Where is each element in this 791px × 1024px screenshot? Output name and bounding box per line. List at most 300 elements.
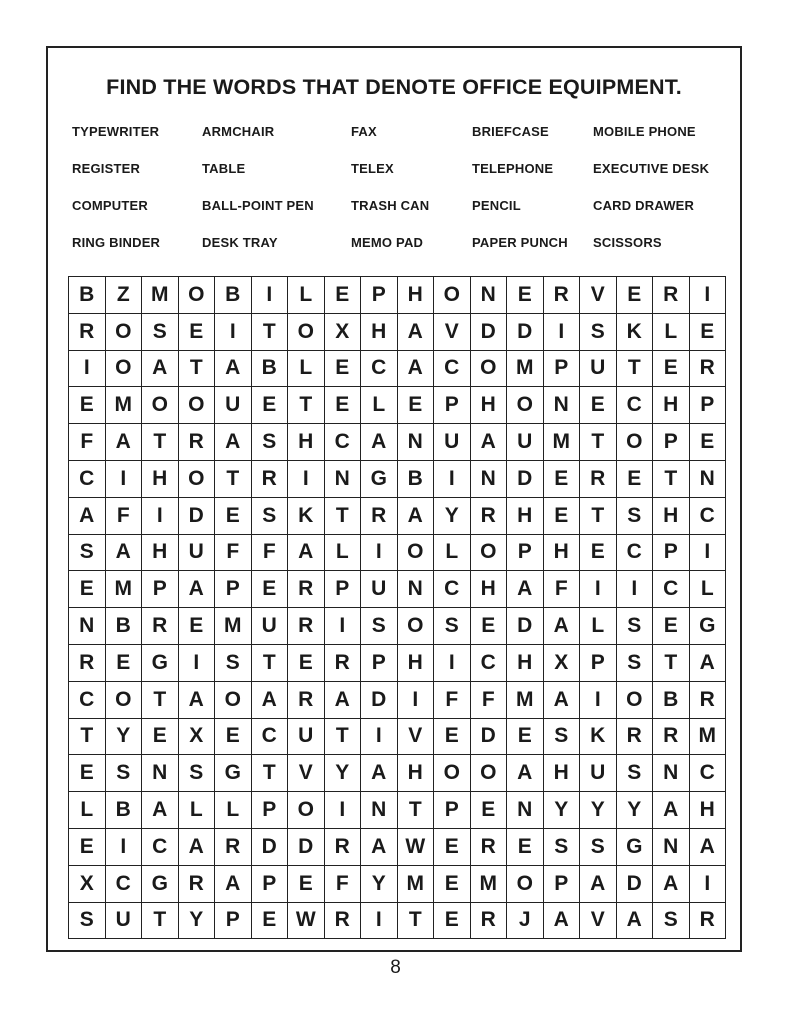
- grid-cell[interactable]: S: [616, 755, 653, 792]
- grid-cell[interactable]: T: [178, 350, 215, 387]
- grid-cell[interactable]: S: [653, 902, 690, 939]
- grid-cell[interactable]: F: [251, 534, 288, 571]
- grid-cell[interactable]: L: [215, 792, 252, 829]
- grid-cell[interactable]: C: [616, 387, 653, 424]
- grid-cell[interactable]: S: [616, 644, 653, 681]
- grid-cell[interactable]: C: [689, 497, 726, 534]
- grid-cell[interactable]: H: [361, 313, 398, 350]
- grid-cell[interactable]: R: [178, 865, 215, 902]
- grid-cell[interactable]: T: [288, 387, 325, 424]
- grid-cell[interactable]: A: [397, 313, 434, 350]
- grid-cell[interactable]: E: [507, 277, 544, 314]
- grid-cell[interactable]: D: [288, 828, 325, 865]
- grid-cell[interactable]: L: [434, 534, 471, 571]
- grid-cell[interactable]: T: [142, 424, 179, 461]
- grid-cell[interactable]: B: [215, 277, 252, 314]
- grid-cell[interactable]: P: [689, 387, 726, 424]
- grid-cell[interactable]: T: [397, 902, 434, 939]
- grid-cell[interactable]: R: [653, 277, 690, 314]
- grid-cell[interactable]: H: [653, 497, 690, 534]
- grid-cell[interactable]: N: [361, 792, 398, 829]
- grid-cell[interactable]: E: [689, 424, 726, 461]
- grid-cell[interactable]: R: [580, 460, 617, 497]
- grid-cell[interactable]: P: [653, 424, 690, 461]
- grid-cell[interactable]: M: [543, 424, 580, 461]
- grid-cell[interactable]: I: [361, 534, 398, 571]
- grid-cell[interactable]: A: [251, 681, 288, 718]
- grid-cell[interactable]: E: [69, 755, 106, 792]
- grid-cell[interactable]: S: [69, 902, 106, 939]
- grid-cell[interactable]: P: [361, 644, 398, 681]
- grid-cell[interactable]: A: [142, 350, 179, 387]
- grid-cell[interactable]: V: [580, 277, 617, 314]
- grid-cell[interactable]: E: [105, 644, 142, 681]
- grid-cell[interactable]: R: [142, 608, 179, 645]
- grid-cell[interactable]: T: [142, 902, 179, 939]
- grid-cell[interactable]: R: [653, 718, 690, 755]
- grid-cell[interactable]: O: [507, 387, 544, 424]
- grid-cell[interactable]: S: [69, 534, 106, 571]
- grid-cell[interactable]: A: [580, 865, 617, 902]
- grid-cell[interactable]: E: [324, 350, 361, 387]
- grid-cell[interactable]: A: [543, 608, 580, 645]
- grid-cell[interactable]: R: [288, 571, 325, 608]
- grid-cell[interactable]: E: [543, 460, 580, 497]
- grid-cell[interactable]: P: [434, 387, 471, 424]
- grid-cell[interactable]: C: [434, 571, 471, 608]
- grid-cell[interactable]: O: [215, 681, 252, 718]
- grid-cell[interactable]: N: [507, 792, 544, 829]
- grid-cell[interactable]: T: [324, 497, 361, 534]
- grid-cell[interactable]: D: [470, 313, 507, 350]
- grid-cell[interactable]: C: [251, 718, 288, 755]
- grid-cell[interactable]: A: [470, 424, 507, 461]
- grid-cell[interactable]: R: [470, 902, 507, 939]
- grid-cell[interactable]: L: [324, 534, 361, 571]
- grid-cell[interactable]: N: [470, 277, 507, 314]
- grid-cell[interactable]: D: [178, 497, 215, 534]
- grid-cell[interactable]: P: [251, 792, 288, 829]
- grid-cell[interactable]: E: [653, 608, 690, 645]
- grid-cell[interactable]: M: [105, 571, 142, 608]
- grid-cell[interactable]: A: [215, 350, 252, 387]
- grid-cell[interactable]: Y: [324, 755, 361, 792]
- grid-cell[interactable]: C: [434, 350, 471, 387]
- grid-cell[interactable]: T: [251, 644, 288, 681]
- grid-cell[interactable]: E: [178, 313, 215, 350]
- grid-cell[interactable]: E: [434, 865, 471, 902]
- grid-cell[interactable]: F: [543, 571, 580, 608]
- grid-cell[interactable]: S: [361, 608, 398, 645]
- grid-cell[interactable]: B: [105, 608, 142, 645]
- grid-cell[interactable]: P: [215, 571, 252, 608]
- grid-cell[interactable]: F: [105, 497, 142, 534]
- grid-cell[interactable]: H: [470, 571, 507, 608]
- grid-cell[interactable]: P: [361, 277, 398, 314]
- grid-cell[interactable]: W: [397, 828, 434, 865]
- grid-cell[interactable]: I: [178, 644, 215, 681]
- grid-cell[interactable]: I: [142, 497, 179, 534]
- grid-cell[interactable]: A: [689, 644, 726, 681]
- grid-cell[interactable]: R: [616, 718, 653, 755]
- grid-cell[interactable]: F: [470, 681, 507, 718]
- grid-cell[interactable]: Y: [434, 497, 471, 534]
- grid-cell[interactable]: A: [543, 902, 580, 939]
- grid-cell[interactable]: I: [580, 681, 617, 718]
- grid-cell[interactable]: V: [288, 755, 325, 792]
- grid-cell[interactable]: X: [178, 718, 215, 755]
- grid-cell[interactable]: I: [215, 313, 252, 350]
- grid-cell[interactable]: N: [653, 755, 690, 792]
- grid-cell[interactable]: A: [178, 681, 215, 718]
- grid-cell[interactable]: N: [470, 460, 507, 497]
- grid-cell[interactable]: I: [251, 277, 288, 314]
- grid-cell[interactable]: H: [689, 792, 726, 829]
- grid-cell[interactable]: U: [580, 755, 617, 792]
- grid-cell[interactable]: Y: [105, 718, 142, 755]
- grid-cell[interactable]: E: [434, 902, 471, 939]
- grid-cell[interactable]: C: [324, 424, 361, 461]
- grid-cell[interactable]: E: [470, 608, 507, 645]
- grid-cell[interactable]: M: [105, 387, 142, 424]
- grid-cell[interactable]: E: [69, 828, 106, 865]
- grid-cell[interactable]: E: [580, 534, 617, 571]
- grid-cell[interactable]: C: [142, 828, 179, 865]
- grid-cell[interactable]: T: [653, 460, 690, 497]
- grid-cell[interactable]: I: [324, 608, 361, 645]
- grid-cell[interactable]: L: [288, 350, 325, 387]
- grid-cell[interactable]: F: [324, 865, 361, 902]
- grid-cell[interactable]: O: [142, 387, 179, 424]
- grid-cell[interactable]: P: [324, 571, 361, 608]
- grid-cell[interactable]: B: [251, 350, 288, 387]
- grid-cell[interactable]: T: [580, 424, 617, 461]
- grid-cell[interactable]: T: [653, 644, 690, 681]
- grid-cell[interactable]: U: [434, 424, 471, 461]
- grid-cell[interactable]: E: [215, 718, 252, 755]
- grid-cell[interactable]: S: [580, 313, 617, 350]
- grid-cell[interactable]: E: [69, 571, 106, 608]
- grid-cell[interactable]: G: [142, 644, 179, 681]
- grid-cell[interactable]: O: [470, 350, 507, 387]
- grid-cell[interactable]: F: [215, 534, 252, 571]
- grid-cell[interactable]: H: [543, 755, 580, 792]
- grid-cell[interactable]: G: [689, 608, 726, 645]
- grid-cell[interactable]: A: [105, 424, 142, 461]
- grid-cell[interactable]: U: [215, 387, 252, 424]
- grid-cell[interactable]: N: [69, 608, 106, 645]
- grid-cell[interactable]: O: [470, 755, 507, 792]
- grid-cell[interactable]: Y: [361, 865, 398, 902]
- grid-cell[interactable]: E: [324, 277, 361, 314]
- grid-cell[interactable]: T: [616, 350, 653, 387]
- grid-cell[interactable]: H: [507, 644, 544, 681]
- grid-cell[interactable]: A: [689, 828, 726, 865]
- grid-cell[interactable]: R: [288, 681, 325, 718]
- grid-cell[interactable]: M: [507, 681, 544, 718]
- grid-cell[interactable]: D: [251, 828, 288, 865]
- grid-cell[interactable]: I: [543, 313, 580, 350]
- grid-cell[interactable]: K: [288, 497, 325, 534]
- grid-cell[interactable]: G: [361, 460, 398, 497]
- grid-cell[interactable]: Y: [616, 792, 653, 829]
- grid-cell[interactable]: K: [616, 313, 653, 350]
- grid-cell[interactable]: O: [397, 608, 434, 645]
- grid-cell[interactable]: I: [616, 571, 653, 608]
- grid-cell[interactable]: P: [543, 865, 580, 902]
- grid-cell[interactable]: E: [580, 387, 617, 424]
- grid-cell[interactable]: C: [689, 755, 726, 792]
- grid-cell[interactable]: A: [653, 792, 690, 829]
- grid-cell[interactable]: A: [69, 497, 106, 534]
- grid-cell[interactable]: B: [397, 460, 434, 497]
- grid-cell[interactable]: U: [105, 902, 142, 939]
- grid-cell[interactable]: F: [434, 681, 471, 718]
- grid-cell[interactable]: P: [142, 571, 179, 608]
- grid-cell[interactable]: A: [397, 497, 434, 534]
- grid-cell[interactable]: F: [69, 424, 106, 461]
- grid-cell[interactable]: R: [288, 608, 325, 645]
- grid-cell[interactable]: I: [689, 534, 726, 571]
- grid-cell[interactable]: I: [288, 460, 325, 497]
- grid-cell[interactable]: C: [470, 644, 507, 681]
- grid-cell[interactable]: P: [507, 534, 544, 571]
- grid-cell[interactable]: T: [324, 718, 361, 755]
- grid-cell[interactable]: B: [653, 681, 690, 718]
- grid-cell[interactable]: O: [507, 865, 544, 902]
- grid-cell[interactable]: A: [215, 865, 252, 902]
- grid-cell[interactable]: E: [689, 313, 726, 350]
- grid-cell[interactable]: A: [361, 828, 398, 865]
- grid-cell[interactable]: A: [361, 755, 398, 792]
- grid-cell[interactable]: S: [105, 755, 142, 792]
- grid-cell[interactable]: I: [361, 718, 398, 755]
- grid-cell[interactable]: L: [288, 277, 325, 314]
- grid-cell[interactable]: S: [580, 828, 617, 865]
- grid-cell[interactable]: R: [69, 644, 106, 681]
- grid-cell[interactable]: E: [288, 865, 325, 902]
- grid-cell[interactable]: H: [470, 387, 507, 424]
- grid-cell[interactable]: G: [142, 865, 179, 902]
- grid-cell[interactable]: A: [105, 534, 142, 571]
- grid-cell[interactable]: D: [507, 608, 544, 645]
- grid-cell[interactable]: R: [215, 828, 252, 865]
- grid-cell[interactable]: M: [470, 865, 507, 902]
- grid-cell[interactable]: N: [543, 387, 580, 424]
- grid-cell[interactable]: S: [543, 718, 580, 755]
- grid-cell[interactable]: I: [361, 902, 398, 939]
- grid-cell[interactable]: U: [507, 424, 544, 461]
- grid-cell[interactable]: X: [324, 313, 361, 350]
- grid-cell[interactable]: L: [689, 571, 726, 608]
- grid-cell[interactable]: A: [507, 755, 544, 792]
- grid-cell[interactable]: H: [507, 497, 544, 534]
- grid-cell[interactable]: G: [215, 755, 252, 792]
- grid-cell[interactable]: H: [397, 277, 434, 314]
- grid-cell[interactable]: R: [251, 460, 288, 497]
- grid-cell[interactable]: I: [434, 644, 471, 681]
- grid-cell[interactable]: P: [215, 902, 252, 939]
- grid-cell[interactable]: N: [324, 460, 361, 497]
- grid-cell[interactable]: U: [288, 718, 325, 755]
- grid-cell[interactable]: I: [105, 828, 142, 865]
- grid-cell[interactable]: R: [470, 497, 507, 534]
- grid-cell[interactable]: H: [543, 534, 580, 571]
- grid-cell[interactable]: C: [653, 571, 690, 608]
- grid-cell[interactable]: E: [251, 902, 288, 939]
- grid-cell[interactable]: X: [543, 644, 580, 681]
- grid-cell[interactable]: A: [543, 681, 580, 718]
- grid-cell[interactable]: T: [580, 497, 617, 534]
- grid-cell[interactable]: T: [142, 681, 179, 718]
- grid-cell[interactable]: D: [507, 313, 544, 350]
- grid-cell[interactable]: A: [361, 424, 398, 461]
- grid-cell[interactable]: A: [507, 571, 544, 608]
- grid-cell[interactable]: E: [616, 460, 653, 497]
- grid-cell[interactable]: H: [397, 644, 434, 681]
- grid-cell[interactable]: E: [397, 387, 434, 424]
- grid-cell[interactable]: O: [434, 277, 471, 314]
- grid-cell[interactable]: S: [616, 608, 653, 645]
- grid-cell[interactable]: O: [178, 460, 215, 497]
- grid-cell[interactable]: E: [324, 387, 361, 424]
- grid-cell[interactable]: S: [251, 424, 288, 461]
- grid-cell[interactable]: U: [178, 534, 215, 571]
- grid-cell[interactable]: I: [105, 460, 142, 497]
- grid-cell[interactable]: T: [215, 460, 252, 497]
- grid-cell[interactable]: C: [616, 534, 653, 571]
- grid-cell[interactable]: V: [580, 902, 617, 939]
- grid-cell[interactable]: T: [251, 313, 288, 350]
- grid-cell[interactable]: O: [616, 424, 653, 461]
- grid-cell[interactable]: C: [105, 865, 142, 902]
- grid-cell[interactable]: Y: [543, 792, 580, 829]
- grid-cell[interactable]: N: [142, 755, 179, 792]
- grid-cell[interactable]: O: [434, 755, 471, 792]
- grid-cell[interactable]: H: [288, 424, 325, 461]
- grid-cell[interactable]: Y: [178, 902, 215, 939]
- grid-cell[interactable]: S: [251, 497, 288, 534]
- grid-cell[interactable]: R: [69, 313, 106, 350]
- grid-cell[interactable]: P: [251, 865, 288, 902]
- grid-cell[interactable]: M: [215, 608, 252, 645]
- grid-cell[interactable]: L: [653, 313, 690, 350]
- grid-cell[interactable]: E: [142, 718, 179, 755]
- grid-cell[interactable]: M: [507, 350, 544, 387]
- grid-cell[interactable]: T: [69, 718, 106, 755]
- grid-cell[interactable]: E: [434, 828, 471, 865]
- grid-cell[interactable]: I: [689, 277, 726, 314]
- grid-cell[interactable]: U: [580, 350, 617, 387]
- grid-cell[interactable]: E: [616, 277, 653, 314]
- grid-cell[interactable]: H: [142, 460, 179, 497]
- grid-cell[interactable]: R: [324, 644, 361, 681]
- grid-cell[interactable]: L: [580, 608, 617, 645]
- grid-cell[interactable]: U: [361, 571, 398, 608]
- grid-cell[interactable]: D: [507, 460, 544, 497]
- grid-cell[interactable]: L: [178, 792, 215, 829]
- grid-cell[interactable]: U: [251, 608, 288, 645]
- grid-cell[interactable]: D: [616, 865, 653, 902]
- grid-cell[interactable]: E: [507, 828, 544, 865]
- grid-cell[interactable]: V: [434, 313, 471, 350]
- grid-cell[interactable]: E: [470, 792, 507, 829]
- grid-cell[interactable]: J: [507, 902, 544, 939]
- grid-cell[interactable]: S: [215, 644, 252, 681]
- grid-cell[interactable]: P: [434, 792, 471, 829]
- grid-cell[interactable]: I: [434, 460, 471, 497]
- grid-cell[interactable]: N: [689, 460, 726, 497]
- grid-cell[interactable]: E: [69, 387, 106, 424]
- grid-cell[interactable]: E: [215, 497, 252, 534]
- grid-cell[interactable]: R: [178, 424, 215, 461]
- grid-cell[interactable]: I: [69, 350, 106, 387]
- grid-cell[interactable]: A: [324, 681, 361, 718]
- grid-cell[interactable]: N: [653, 828, 690, 865]
- grid-cell[interactable]: V: [397, 718, 434, 755]
- grid-cell[interactable]: S: [616, 497, 653, 534]
- grid-cell[interactable]: R: [470, 828, 507, 865]
- grid-cell[interactable]: O: [470, 534, 507, 571]
- grid-cell[interactable]: O: [178, 277, 215, 314]
- grid-cell[interactable]: I: [324, 792, 361, 829]
- grid-cell[interactable]: P: [580, 644, 617, 681]
- grid-cell[interactable]: R: [361, 497, 398, 534]
- grid-cell[interactable]: O: [105, 350, 142, 387]
- grid-cell[interactable]: C: [69, 681, 106, 718]
- grid-cell[interactable]: R: [689, 350, 726, 387]
- grid-cell[interactable]: E: [288, 644, 325, 681]
- grid-cell[interactable]: T: [251, 755, 288, 792]
- grid-cell[interactable]: O: [288, 792, 325, 829]
- grid-cell[interactable]: A: [397, 350, 434, 387]
- grid-cell[interactable]: A: [653, 865, 690, 902]
- grid-cell[interactable]: M: [397, 865, 434, 902]
- grid-cell[interactable]: S: [543, 828, 580, 865]
- grid-cell[interactable]: I: [689, 865, 726, 902]
- grid-cell[interactable]: X: [69, 865, 106, 902]
- grid-cell[interactable]: G: [616, 828, 653, 865]
- grid-cell[interactable]: W: [288, 902, 325, 939]
- grid-cell[interactable]: E: [178, 608, 215, 645]
- grid-cell[interactable]: H: [397, 755, 434, 792]
- grid-cell[interactable]: R: [689, 902, 726, 939]
- grid-cell[interactable]: L: [69, 792, 106, 829]
- grid-cell[interactable]: B: [105, 792, 142, 829]
- grid-cell[interactable]: D: [470, 718, 507, 755]
- grid-cell[interactable]: A: [142, 792, 179, 829]
- grid-cell[interactable]: K: [580, 718, 617, 755]
- grid-cell[interactable]: R: [689, 681, 726, 718]
- grid-cell[interactable]: O: [397, 534, 434, 571]
- grid-cell[interactable]: L: [361, 387, 398, 424]
- grid-cell[interactable]: R: [324, 902, 361, 939]
- grid-cell[interactable]: D: [361, 681, 398, 718]
- grid-cell[interactable]: O: [178, 387, 215, 424]
- grid-cell[interactable]: E: [434, 718, 471, 755]
- grid-cell[interactable]: Z: [105, 277, 142, 314]
- grid-cell[interactable]: C: [69, 460, 106, 497]
- grid-cell[interactable]: N: [397, 571, 434, 608]
- grid-cell[interactable]: S: [142, 313, 179, 350]
- grid-cell[interactable]: A: [178, 571, 215, 608]
- grid-cell[interactable]: Y: [580, 792, 617, 829]
- grid-cell[interactable]: H: [653, 387, 690, 424]
- grid-cell[interactable]: P: [653, 534, 690, 571]
- grid-cell[interactable]: O: [105, 681, 142, 718]
- grid-cell[interactable]: N: [397, 424, 434, 461]
- grid-cell[interactable]: H: [142, 534, 179, 571]
